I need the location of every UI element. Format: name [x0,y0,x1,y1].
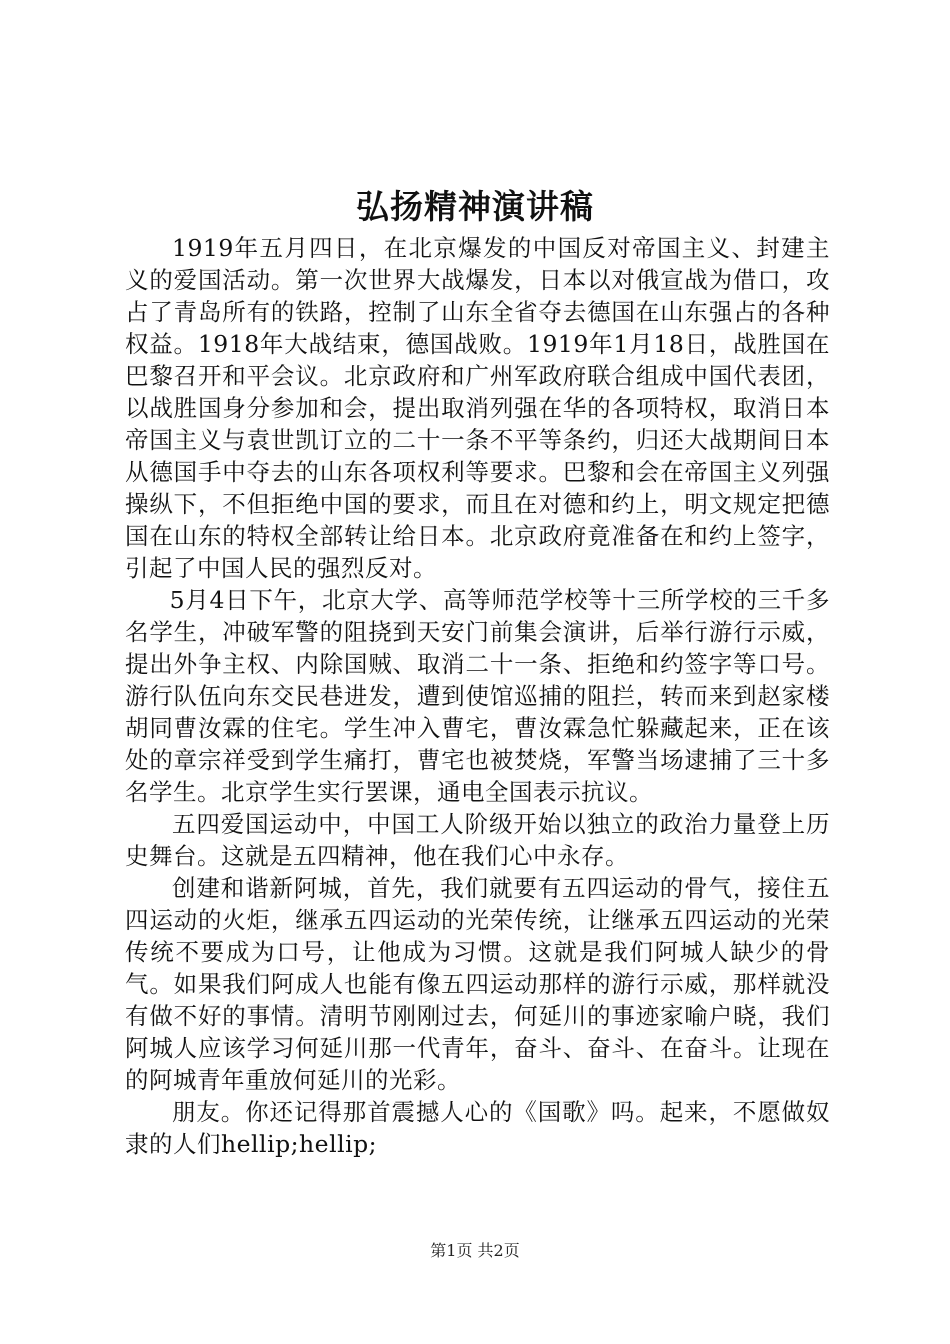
paragraph: 创建和谐新阿城，首先，我们就要有五四运动的骨气，接住五四运动的火炬，继承五四运动的光荣传统，让继承五四运动的光荣传统不要成为口号，让他成为习惯。这就是我们阿城人缺少的骨气。如果我们阿成人也能有像五四运动那样的游行示威，那样就没有做不好的事情。清明节刚刚过去，何延川的事迹家喻户晓，我们阿城人应该学习何延川那一代青年，奋斗、奋斗、在奋斗。让现在的阿城青年重放何延川的光彩。 [125,874,830,1094]
paragraph: 五四爱国运动中，中国工人阶级开始以独立的政治力量登上历史舞台。这就是五四精神，他在我们心中永存。 [125,810,830,870]
paragraph: 5月4日下午，北京大学、高等师范学校等十三所学校的三千多名学生，冲破军警的阻挠到天安门前集会演讲，后举行游行示威，提出外争主权、内除国贼、取消二十一条、拒绝和约签字等口号。游行队伍向东交民巷进发，遭到使馆巡捕的阻拦，转而来到赵家楼胡同曹汝霖的住宅。学生冲入曹宅，曹汝霖急忙躲藏起来，正在该处的章宗祥受到学生痛打，曹宅也被焚烧，军警当场逮捕了三十多名学生。北京学生实行罢课，通电全国表示抗议。 [125,586,830,806]
document-title: 弘扬精神演讲稿 [356,187,594,226]
paragraph: 朋友。你还记得那首震撼人心的《国歌》吗。起来，不愿做奴隶的人们hellip;hellip; [125,1098,830,1158]
document-body [125,232,830,1160]
paragraph: 1919年五月四日，在北京爆发的中国反对帝国主义、封建主义的爱国活动。第一次世界大战爆发，日本以对俄宣战为借口，攻占了青岛所有的铁路，控制了山东全省夺去德国在山东强占的各种权益。1918年大战结束，德国战败。1919年1月18日，战胜国在巴黎召开和平会议。北京政府和广州军政府联合组成中国代表团，以战胜国身分参加和会，提出取消列强在华的各项特权，取消日本帝国主义与袁世凯订立的二十一条不平等条约，归还大战期间日本从德国手中夺去的山东各项权利等要求。巴黎和会在帝国主义列强操纵下，不但拒绝中国的要求，而且在对德和约上，明文规定把德国在山东的特权全部转让给日本。北京政府竟准备在和约上签字，引起了中国人民的强烈反对。 [125,234,830,582]
page-footer: 第1页 共2页 [430,1241,520,1260]
